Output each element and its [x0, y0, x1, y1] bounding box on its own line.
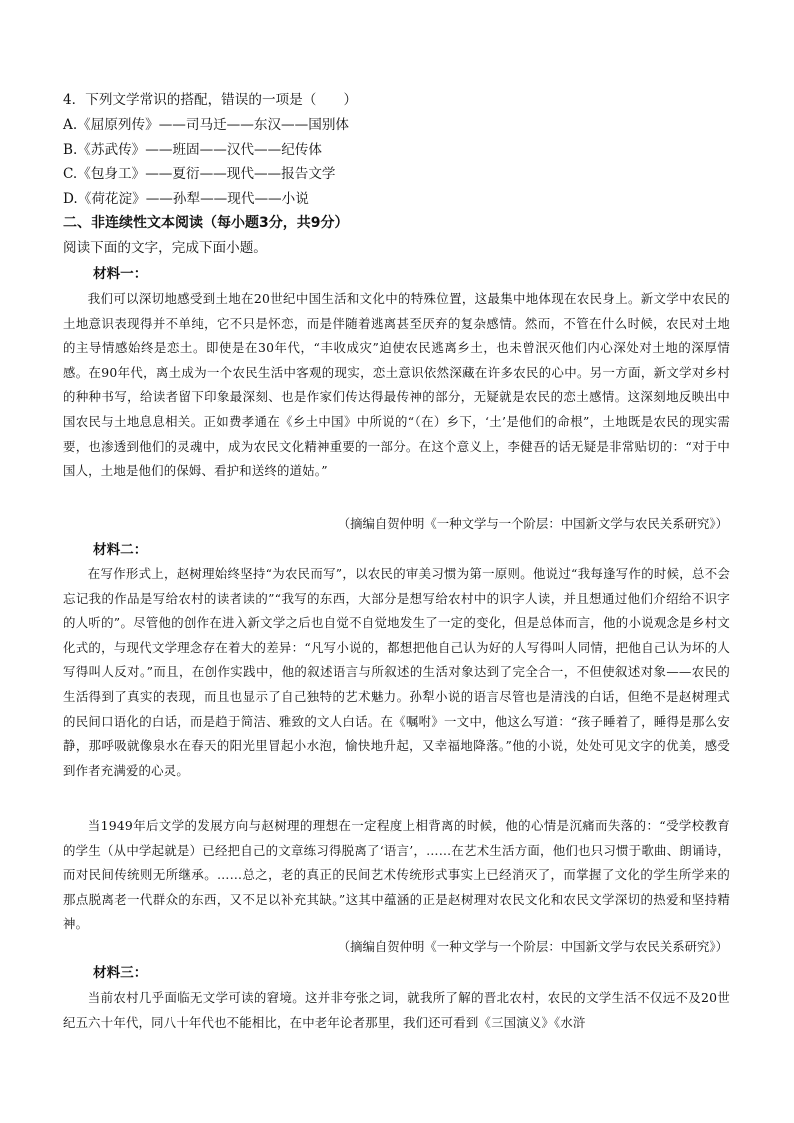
question-4-option-b: B.《苏武传》——班固——汉代——纪传体 [63, 142, 322, 158]
material-1-source: （摘编自贺仲明《一种文学与一个阶层：中国新文学与农民关系研究》） [337, 516, 728, 531]
question-4-option-a: A.《屈原列传》——司马迁——东汉——国别体 [63, 117, 350, 133]
section-instruction: 阅读下面的文字，完成下面小题。 [63, 240, 267, 256]
question-4-option-c: C.《包身工》——夏衍——现代——报告文学 [63, 166, 336, 182]
material-2-paragraph-2: 当1949年后文学的发展方向与赵树理的理想在一定程度上相背离的时候，他的心情是沉痛而失落的：“受学校教育的学生（从中学起就是）已经把自己的文章练习得脱离了‘语言’，……在艺术生活方面，他们也只习惯于歌曲、朗诵诗，而对民间传统则无所继承。……总之，老的真正的民间艺术传统形式事实上已经消灭了，而掌握了文化的学生所学来的那点脱离老一代群众的东西，又不足以补充其缺。”这其中蕴涵的正是赵树理对农民文化和农民文学深切的热爱和坚持精神。 [63, 818, 730, 932]
material-1-title: 材料一： [93, 266, 148, 282]
material-3-title: 材料三： [93, 965, 148, 981]
material-2-title: 材料二： [93, 542, 148, 558]
section-heading: 二、非连续性文本阅读（每小题3分，共9分） [63, 215, 349, 231]
material-3-paragraph: 当前农村几乎面临无文学可读的窘境。这并非夸张之词，就我所了解的晋北农村，农民的文学生活不仅远不及20世纪五六十年代，同八十年代也不能相比，在中老年论者那里，我们还可看到《三国演义》《水浒 [63, 990, 730, 1030]
question-4-stem: 4．下列文学常识的搭配，错误的一项是（ ） [63, 92, 358, 108]
material-2-source: （摘编自贺仲明《一种文学与一个阶层：中国新文学与农民关系研究》） [337, 939, 728, 954]
question-4-option-d: D.《荷花淀》——孙犁——现代——小说 [63, 191, 309, 207]
material-1-paragraph: 我们可以深切地感受到土地在20世纪中国生活和文化中的特殊位置，这最集中地体现在农民身上。新文学中农民的土地意识表现得并不单纯，它不只是怀恋，而是伴随着逃离甚至厌弃的复杂感情。然而，不管在什么时候，农民对土地的主导情感始终是恋土。即使是在30年代，“丰收成灾”迫使农民逃离乡土，也未曾泯灭他们内心深处对土地的深厚情感。在90年代，离土成为一个农民生活中客观的现实，恋土意识依然深藏在许多农民的心中。另一方面，新文学对乡村的种种书写，给读者留下印象最深刻、也是作家们传达得最传神的部分，无疑就是农民的恋土感情。这深刻地反映出中国农民与土地息息相关。正如费孝通在《乡土中国》中所说的“（在）乡下，‘土’是他们的命根”，土地既是农民的现实需要，也渗透到他们的灵魂中，成为农民文化精神重要的一部分。在这个意义上，李健吾的话无疑是非常贴切的：“对于中国人，土地是他们的保姆、看护和送终的道姑。” [63, 291, 730, 479]
material-2-paragraph-1: 在写作形式上，赵树理始终坚持“为农民而写”，以农民的审美习惯为第一原则。他说过“我每逢写作的时候，总不会忘记我的作品是写给农村的读者读的”“我写的东西，大部分是想写给农村中的识字人读，并且想通过他们介绍给不识字的人听的”。尽管他的创作在进入新文学之后也自觉不自觉地发生了一定的变化，但是总体而言，他的小说观念是乡村文化式的，与现代文学理念存在着大的差异：“凡写小说的，都想把他自己认为好的人写得叫人同情，把他自己认为坏的人写得叫人反对。”而且，在创作实践中，他的叙述语言与所叙述的生活对象达到了完全合一，不但使叙述对象——农民的生活得到了真实的表现，而且也显示了自己独特的艺术魅力。孙犁小说的语言尽管也是清浅的白话，但绝不是赵树理式的民间口语化的白话，而是趋于简洁、雅致的文人白话。在《嘱咐》一文中，他这么写道：“孩子睡着了，睡得是那么安静，那呼吸就像泉水在春天的阳光里冒起小水泡，愉快地升起，又幸福地降落。”他的小说，处处可见文字的优美，感受到作者充满爱的心灵。 [63, 566, 730, 778]
